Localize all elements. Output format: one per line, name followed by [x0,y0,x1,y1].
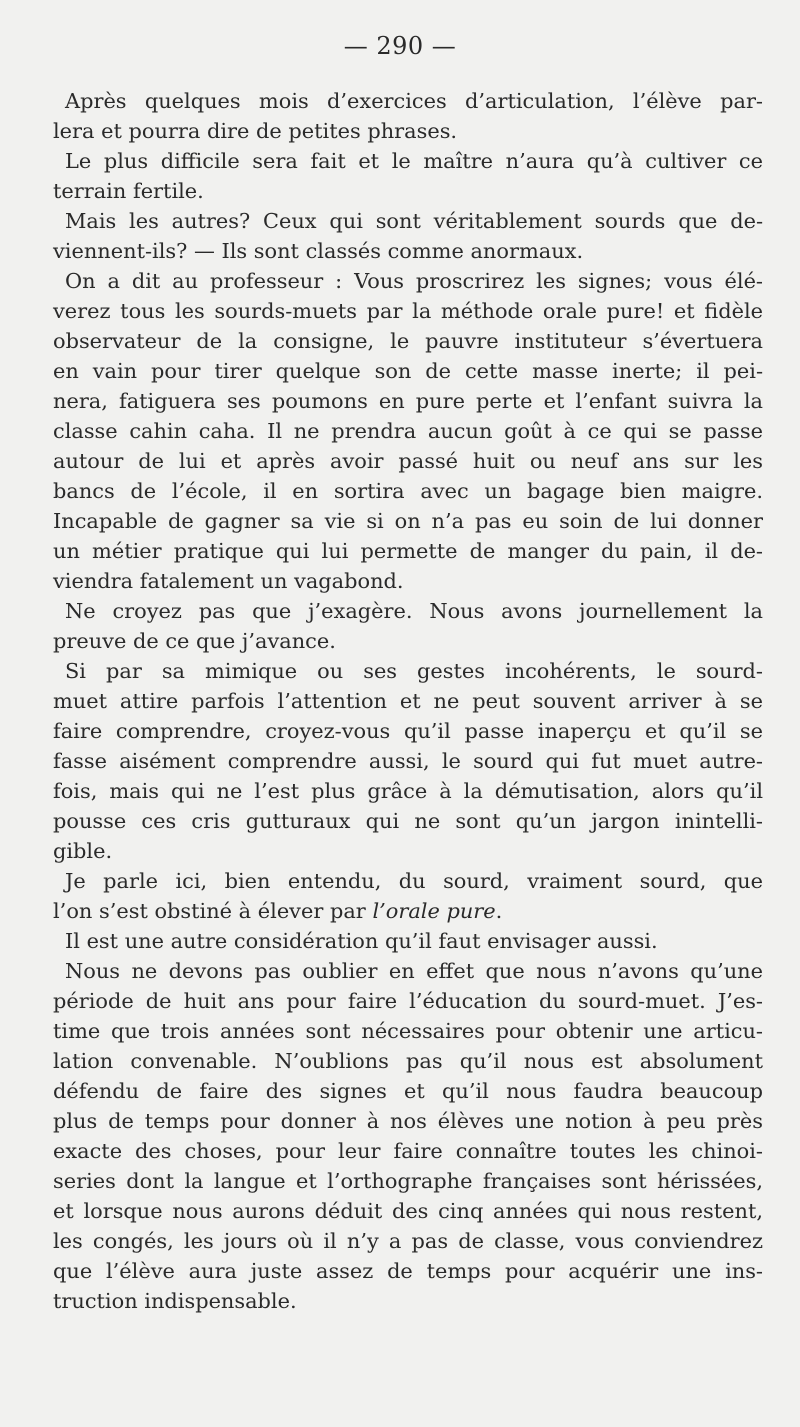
text-line: et lorsque nous aurons déduit des cinq années qui nous restent, [53,1199,763,1223]
text-line: Nous ne devons pas oublier en effet que nous n’avons qu’une [65,959,763,983]
text-line: terrain fertile. [53,179,204,203]
text-line: nera, fatiguera ses poumons en pure perte et l’enfant suivra la [53,389,763,413]
text-line: lation convenable. N’oublions pas qu’il nous est absolument [53,1049,763,1073]
text-line: time que trois années sont nécessaires pour obtenir une articu- [53,1019,763,1043]
body-text [53,86,763,1316]
text-line: exacte des choses, pour leur faire connaître toutes les chinoi- [53,1139,763,1163]
text-line: Incapable de gagner sa vie si on n’a pas eu soin de lui donner [53,509,763,533]
text-line: un métier pratique qui lui permette de manger du pain, il de- [53,539,763,563]
text-line: Je parle ici, bien entendu, du sourd, vraiment sourd, que [65,869,763,893]
text-line: Le plus difficile sera fait et le maître n’aura qu’à cultiver ce [65,149,763,173]
page-number: — 290 — [343,32,457,60]
text-segment: l’on s’est obstiné à élever par [53,899,373,923]
text-line: plus de temps pour donner à nos élèves une notion à peu près [53,1109,763,1133]
text-line: Après quelques mois d’exercices d’articulation, l’élève par- [65,89,763,113]
text-line: On a dit au professeur : Vous proscrirez les signes; vous élé- [65,269,763,293]
text-line: verez tous les sourds-muets par la méthode orale pure! et fidèle [53,299,763,323]
text-line: que l’élève aura juste assez de temps pour acquérir une ins- [53,1259,763,1283]
text-line: fois, mais qui ne l’est plus grâce à la démutisation, alors qu’il [53,779,763,803]
text-line: series dont la langue et l’orthographe françaises sont hérissées, [53,1169,763,1193]
text-line: Il est une autre considération qu’il faut envisager aussi. [65,929,658,953]
text-line: défendu de faire des signes et qu’il nous faudra beaucoup [53,1079,763,1103]
text-segment: . [495,899,503,923]
text-line: viennent-ils? — Ils sont classés comme anormaux. [53,239,584,263]
text-line: en vain pour tirer quelque son de cette masse inerte; il pei- [53,359,763,383]
text-line [53,896,763,926]
text-line: lera et pourra dire de petites phrases. [53,119,458,143]
text-line: muet attire parfois l’attention et ne peut souvent arriver à se [53,689,763,713]
text-line: truction indispensable. [53,1289,297,1313]
text-line: Si par sa mimique ou ses gestes incohérents, le sourd- [65,659,763,683]
text-line: autour de lui et après avoir passé huit ou neuf ans sur les [53,449,763,473]
text-line: observateur de la consigne, le pauvre instituteur s’évertuera [53,329,763,353]
text-line: viendra fatalement un vagabond. [53,569,404,593]
italic-phrase: l’orale pure [372,899,496,923]
text-line: bancs de l’école, il en sortira avec un bagage bien maigre. [53,479,763,503]
text-line: les congés, les jours où il n’y a pas de classe, vous conviendrez [53,1229,763,1253]
text-line: classe cahin caha. Il ne prendra aucun goût à ce qui se passe [53,419,763,443]
text-line: gible. [53,839,113,863]
text-line: Ne croyez pas que j’exagère. Nous avons journellement la [65,599,763,623]
text-line: preuve de ce que j’avance. [53,629,336,653]
text-line: pousse ces cris gutturaux qui ne sont qu’un jargon inintelli- [53,809,763,833]
text-line: Mais les autres? Ceux qui sont véritablement sourds que de- [65,209,763,233]
text-line: fasse aisément comprendre aussi, le sourd qui fut muet autre- [53,749,763,773]
text-line: faire comprendre, croyez-vous qu’il passe inaperçu et qu’il se [53,719,763,743]
text-line: période de huit ans pour faire l’éducation du sourd-muet. J’es- [53,989,763,1013]
